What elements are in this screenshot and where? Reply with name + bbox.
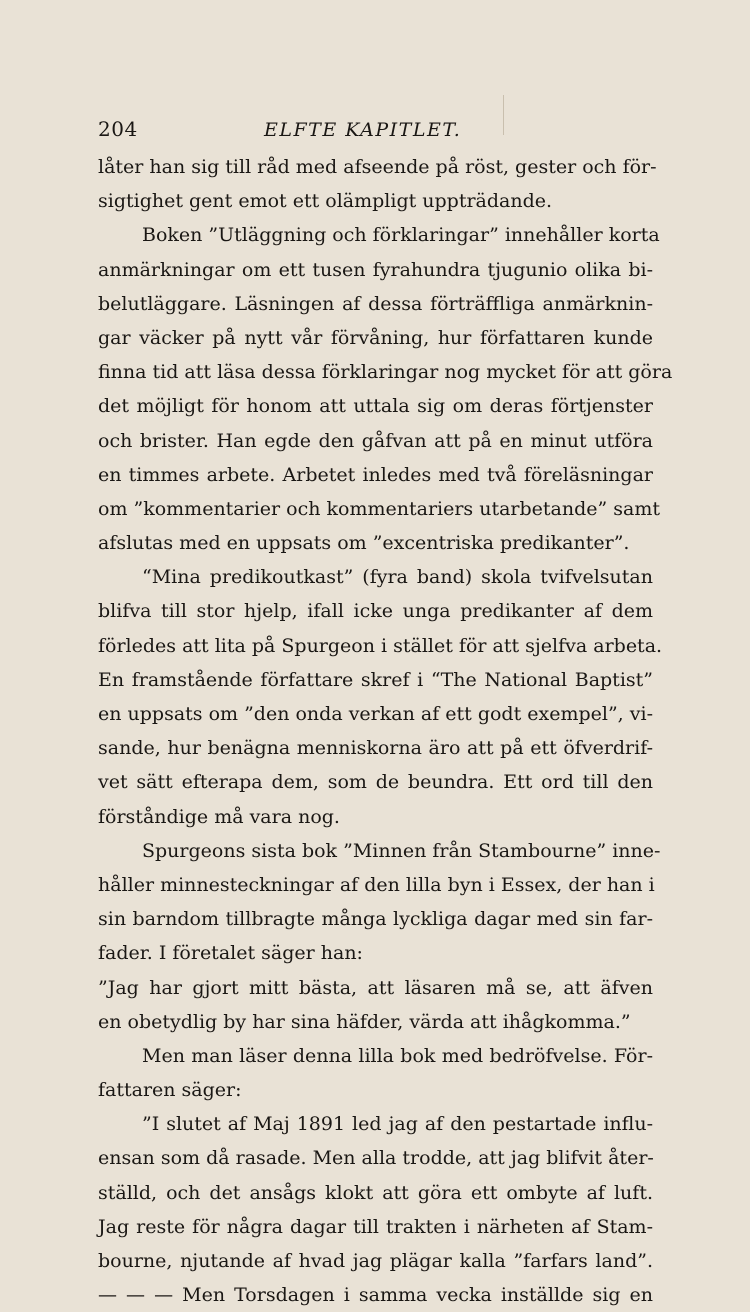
running-title: ELFTE KAPITLET. xyxy=(264,119,462,141)
text-line: sin barndom tillbragte många lyckliga dagar med sin far- xyxy=(98,908,653,931)
text-line: håller minnesteckningar af den lilla byn i Essex, der han i xyxy=(98,873,655,896)
text-line: “Mina predikoutkast” (fyra band) skola tvifvelsutan xyxy=(142,566,653,589)
text-line: — — — Men Torsdagen i samma vecka inställde sig en xyxy=(98,1284,653,1307)
text-line: en uppsats om ”den onda verkan af ett godt exempel”, vi- xyxy=(98,703,653,725)
text-line: förledes att lita på Spurgeon i stället för att sjelfva arbeta. xyxy=(98,634,663,657)
text-line: fader. I företalet säger han: xyxy=(98,942,363,965)
body-text xyxy=(98,150,673,1312)
text-line: Men man läser denna lilla bok med bedröfvelse. För- xyxy=(142,1044,653,1067)
text-line: Boken ”Utläggning och förklaringar” innehåller korta xyxy=(142,224,660,247)
text-line: ensan som då rasade. Men alla trodde, att jag blifvit åter- xyxy=(98,1147,654,1170)
text-line: bourne, njutande af hvad jag plägar kalla ”farfars land”. xyxy=(98,1250,653,1272)
page-number: 204 xyxy=(98,117,138,141)
text-line: det möjligt för honom att uttala sig om deras förtjenster xyxy=(98,395,653,418)
text-line: en timmes arbete. Arbetet inledes med två föreläsningar xyxy=(98,463,653,486)
text-line: Spurgeons sista bok ”Minnen från Stambourne” inne- xyxy=(142,839,661,862)
text-line: sande, hur benägna menniskorna äro att på ett öfverdrif- xyxy=(98,737,653,760)
text-line: ”I slutet af Maj 1891 led jag af den pestartade influ- xyxy=(142,1113,653,1136)
text-line: Jag reste för några dagar till trakten i närheten af Stam- xyxy=(98,1215,653,1238)
text-line: ”Jag har gjort mitt bästa, att läsaren må se, att äfven xyxy=(98,976,653,999)
text-line: ställd, och det ansågs klokt att göra ett ombyte af luft. xyxy=(98,1181,653,1204)
text-line: finna tid att läsa dessa förklaringar nog mycket för att göra xyxy=(98,361,673,384)
text-line: låter han sig till råd med afseende på röst, gester och för- xyxy=(98,156,657,178)
text-line: och brister. Han egde den gåfvan att på en minut utföra xyxy=(98,429,653,452)
text-line: belutläggare. Läsningen af dessa förträffliga anmärknin- xyxy=(98,292,653,315)
text-line: afslutas med en uppsats om ”excentriska predikanter”. xyxy=(98,532,630,555)
text-line: förståndige må vara nog. xyxy=(98,805,340,828)
text-line: en obetydlig by har sina häfder, värda att ihågkomma.” xyxy=(98,1010,631,1033)
text-line: fattaren säger: xyxy=(98,1079,242,1102)
text-line: gar väcker på nytt vår förvåning, hur författaren kunde xyxy=(98,326,653,349)
text-line: om ”kommentarier och kommentariers utarbetande” samt xyxy=(98,497,661,520)
text-line: blifva till stor hjelp, ifall icke unga predikanter af dem xyxy=(98,600,653,623)
text-line: En framstående författare skref i “The National Baptist” xyxy=(98,668,653,691)
page-header xyxy=(98,117,653,147)
text-line: anmärkningar om ett tusen fyrahundra tjugunio olika bi- xyxy=(98,258,653,281)
text-line: vet sätt efterapa dem, som de beundra. Ett ord till den xyxy=(98,771,653,794)
text-line: sigtighet gent emot ett olämpligt uppträdande. xyxy=(98,190,553,213)
